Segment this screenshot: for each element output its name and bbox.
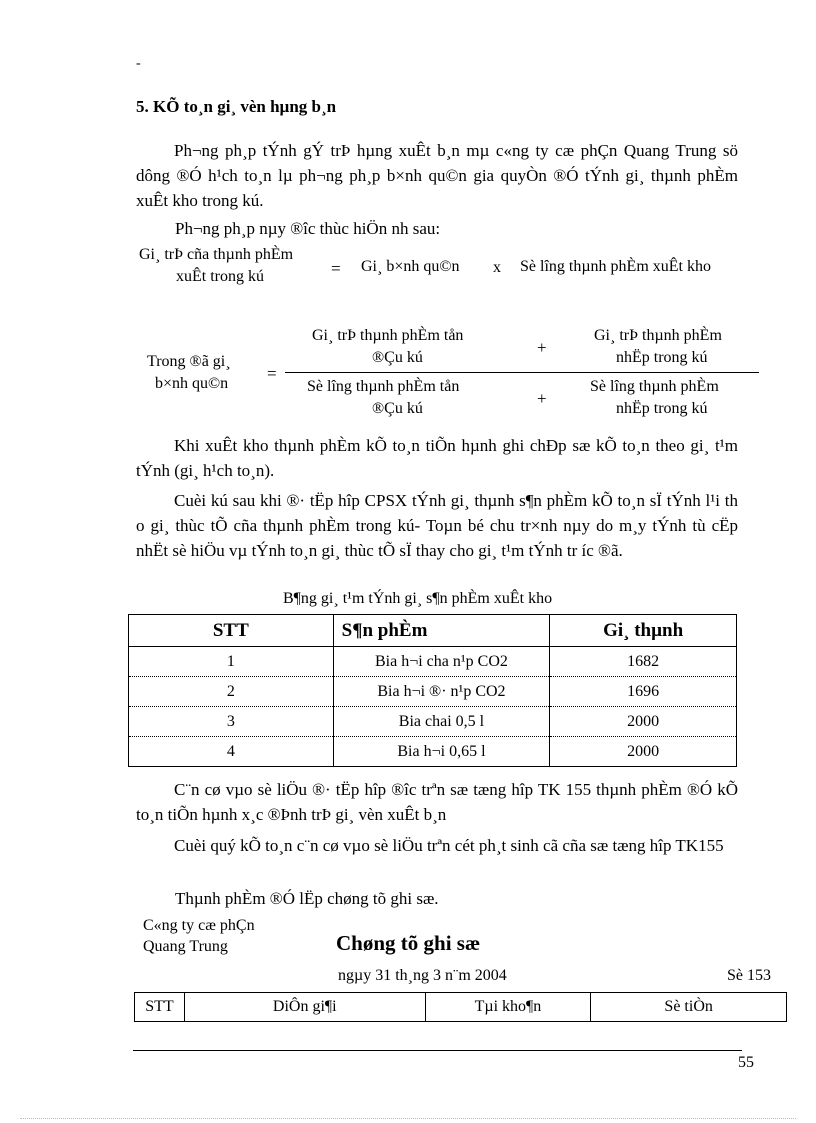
table-row: [129, 677, 737, 707]
formula2-den-left-2: ®Çu kú: [372, 400, 423, 417]
paragraph-3: Khi xuÊt kho thµnh phÈm kÕ to¸n tiÕn hµnh ghi chÐp sæ kÕ to¸n theo gi¸ t¹m tÝnh (gi¸ h¹ch to¸n).: [136, 436, 738, 480]
table-header-cell: S¶n phÈm: [333, 615, 550, 647]
paragraph-6: Cuèi quý kÕ to¸n c¨n cø vµo sè liÖu trªn cét ph¸t sinh cã cña sæ tæng hîp TK155: [174, 836, 724, 855]
formula1-lhs-line2: xuÊt trong kú: [176, 268, 264, 285]
formula1-equals: =: [331, 259, 341, 278]
voucher-title: Chøng tõ ghi sæ: [336, 931, 481, 955]
voucher-table: [134, 992, 787, 1022]
voucher-header-row: [135, 993, 787, 1022]
table-header-cell: STT: [129, 615, 334, 647]
company-line-2: Quang Trung: [143, 938, 228, 955]
formula1-times: x: [493, 259, 501, 276]
table-header-row: [129, 615, 737, 647]
paragraph-4: Cuèi kú sau khi ®· tËp hîp CPSX tÝnh gi¸ thµnh s¶n phÈm kÕ to¸n sÏ tÝnh l¹i th o gi¸ thùc tÕ cña thµnh phÈm trong kú- Toµn bé chu tr×nh nµy do m¸y tÝnh tù cËp nhËt sè hiÖu vµ tÝnh to¸n gi¸ thùc tÕ sÏ thay cho gi¸ t¹m tÝnh tr íc ®ã.: [136, 491, 738, 560]
voucher-number: Sè 153: [727, 967, 771, 984]
page-bottom-dots: [20, 1118, 796, 1119]
table-cell: 1: [129, 647, 334, 677]
voucher-header-cell: DiÔn gi¶i: [184, 993, 425, 1022]
footer-rule: [133, 1050, 742, 1051]
formula2-den-right-1: Sè lîng thµnh phÈm: [590, 378, 719, 395]
table-cell: 1682: [550, 647, 737, 677]
page-number: 55: [738, 1054, 754, 1071]
table-cell: Bia h¬i cha n¹p CO2: [333, 647, 550, 677]
paragraph-5: C¨n cø vµo sè liÖu ®· tËp hîp ®îc trªn sæ tæng hîp TK 155 thµnh phÈm ®Ó kÕ to¸n tiÕn hµnh x¸c ®Þnh trÞ gi¸ vèn xuÊt b¸n: [136, 780, 738, 824]
table-row: [129, 707, 737, 737]
formula2-num-left-1: Gi¸ trÞ thµnh phÈm tån: [312, 327, 464, 344]
top-mark: -: [136, 56, 141, 71]
table-cell: Bia chai 0,5 l: [333, 707, 550, 737]
paragraph-7: Thµnh phÈm ®Ó lËp chøng tõ ghi sæ.: [175, 889, 439, 908]
voucher-header-cell: Tµi kho¶n: [425, 993, 591, 1022]
table-cell: 2: [129, 677, 334, 707]
formula2-den-left-1: Sè lîng thµnh phÈm tån: [307, 378, 460, 395]
table-row: [129, 737, 737, 767]
formula1-term1: Gi¸ b×nh qu©n: [361, 258, 460, 275]
formula2-lhs-line1: Trong ®ã gi¸: [147, 353, 231, 370]
formula1-term2: Sè lîng thµnh phÈm xuÊt kho: [520, 258, 711, 275]
table-cell: 4: [129, 737, 334, 767]
table-cell: 3: [129, 707, 334, 737]
formula2-num-right-1: Gi¸ trÞ thµnh phÈm: [594, 327, 722, 344]
formula2-num-plus: +: [537, 338, 547, 357]
formula2-den-plus: +: [537, 389, 547, 408]
table-cell: 1696: [550, 677, 737, 707]
section-heading: 5. KÕ to¸n gi¸ vèn hµng b¸n: [136, 97, 337, 116]
formula1-lhs-line1: Gi¸ trÞ cña thµnh phÈm: [139, 246, 294, 263]
company-line-1: C«ng ty cæ phÇn: [143, 917, 255, 934]
table-cell: Bia h¬i ®· n¹p CO2: [333, 677, 550, 707]
table-caption: B¶ng gi¸ t¹m tÝnh gi¸ s¶n phÈm xuÊt kho: [283, 590, 553, 607]
table-cell: 2000: [550, 737, 737, 767]
formula2-equals: =: [267, 364, 277, 383]
formula2-lhs-line2: b×nh qu©n: [155, 375, 229, 392]
formula2-num-left-2: ®Çu kú: [372, 349, 423, 366]
voucher-date: ngµy 31 th¸ng 3 n¨m 2004: [338, 967, 507, 984]
table-cell: 2000: [550, 707, 737, 737]
paragraph-2: Ph¬ng ph¸p nµy ®îc thùc hiÖn nh sau:: [175, 219, 441, 238]
formula2-fraction-bar: [285, 372, 759, 373]
voucher-header-cell: STT: [135, 993, 185, 1022]
table-header-cell: Gi¸ thµnh: [550, 615, 737, 647]
table-row: [129, 647, 737, 677]
paragraph-1: Ph¬ng ph¸p tÝnh gÝ trÞ hµng xuÊt b¸n mµ c«ng ty cæ phÇn Quang Trung sö dông ®Ó h¹ch to¸n lµ ph¬ng ph¸p b×nh qu©n gia quyÒn ®Ó tÝnh gi¸ thµnh phÈm xuÊt kho trong kú.: [136, 141, 738, 210]
price-table: [128, 614, 737, 767]
voucher-header-cell: Sè tiÒn: [591, 993, 787, 1022]
table-cell: Bia h¬i 0,65 l: [333, 737, 550, 767]
formula2-den-right-2: nhËp trong kú: [616, 400, 708, 417]
formula2-num-right-2: nhËp trong kú: [616, 349, 708, 366]
